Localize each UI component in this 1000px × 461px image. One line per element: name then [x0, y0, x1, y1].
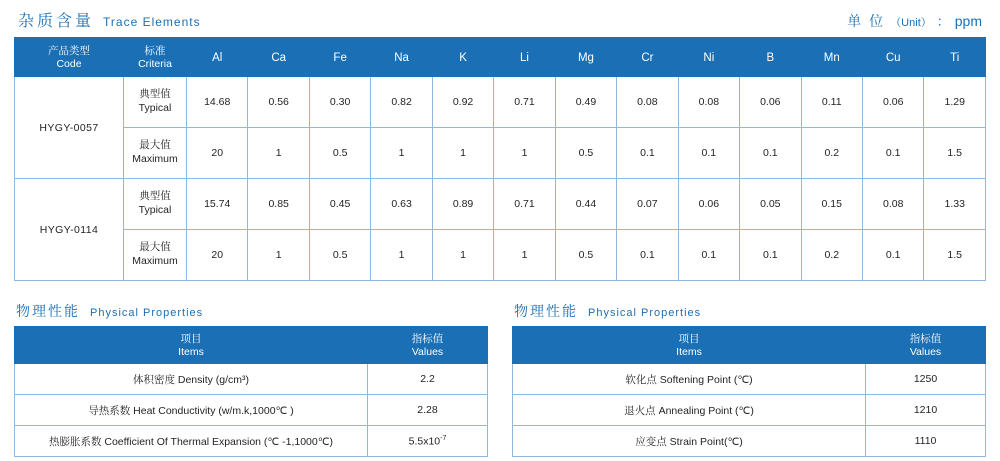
value-cell: 0.1 [740, 128, 801, 179]
panel-left-title-cn: 物理性能 [16, 303, 80, 319]
property-name: 应变点 Strain Point(℃) [513, 426, 866, 457]
value-cell: 0.49 [555, 77, 616, 128]
panel-left-tbody [15, 364, 488, 457]
criteria-cn: 最大值 [139, 139, 171, 152]
header-element-li: Li [494, 40, 555, 77]
criteria-cn: 典型值 [139, 88, 171, 101]
header-element-mg: Mg [555, 40, 616, 77]
table-row [15, 179, 986, 230]
table-row [15, 77, 986, 128]
header-criteria-en: Criteria [138, 58, 172, 70]
value-cell: 20 [187, 128, 248, 179]
value-cell: 0.05 [740, 179, 801, 230]
value-cell: 0.1 [678, 128, 739, 179]
product-code-cell: HYGY-0057 [15, 77, 124, 179]
panel-left-thead [15, 329, 488, 364]
header-element-fe: Fe [309, 40, 370, 77]
criteria-cell [124, 128, 187, 179]
header-element-b: B [740, 40, 801, 77]
panel-right-thead [513, 329, 986, 364]
trace-title-en: Trace Elements [103, 15, 201, 29]
value-cell: 1 [371, 128, 432, 179]
header-items-en: Items [178, 346, 204, 358]
header-criteria [124, 40, 187, 77]
header-items-cn: 项目 [678, 332, 700, 345]
value-cell: 0.08 [678, 77, 739, 128]
value-cell: 0.08 [617, 77, 678, 128]
property-name: 导热系数 Heat Conductivity (w/m.k,1000℃ ) [15, 395, 368, 426]
value-cell: 0.06 [740, 77, 801, 128]
value-cell: 1.33 [924, 179, 986, 230]
value-cell: 1 [248, 128, 309, 179]
value-cell: 0.44 [555, 179, 616, 230]
value-cell: 20 [187, 230, 248, 281]
header-element-k: K [432, 40, 493, 77]
value-cell: 0.82 [371, 77, 432, 128]
trace-title-cn: 杂质含量 [18, 13, 95, 30]
value-cell: 0.92 [432, 77, 493, 128]
property-name: 体积密度 Density (g/cm³) [15, 364, 368, 395]
value-cell: 1 [494, 128, 555, 179]
value-cell: 0.5 [555, 230, 616, 281]
panel-right-title [512, 301, 986, 328]
value-cell: 0.1 [862, 230, 923, 281]
table-row [15, 128, 986, 179]
table-header-row [15, 329, 488, 364]
value-cell: 0.07 [617, 179, 678, 230]
unit-value: ppm [954, 13, 982, 29]
property-value: 1250 [866, 364, 986, 395]
header-values [866, 329, 986, 364]
value-cell: 0.85 [248, 179, 309, 230]
panel-left-title [14, 301, 488, 328]
header-element-ni: Ni [678, 40, 739, 77]
value-cell: 0.5 [555, 128, 616, 179]
property-value: 2.2 [368, 364, 488, 395]
value-cell: 0.08 [862, 179, 923, 230]
header-element-ti: Ti [924, 40, 986, 77]
header-values-en: Values [909, 346, 942, 358]
property-name: 退火点 Annealing Point (℃) [513, 395, 866, 426]
value-cell: 1 [371, 230, 432, 281]
criteria-en: Typical [138, 102, 172, 114]
property-value [368, 426, 488, 457]
panel-right-tbody [513, 364, 986, 457]
value-cell: 0.1 [862, 128, 923, 179]
trace-unit-note [847, 11, 982, 31]
value-cell: 0.5 [309, 230, 370, 281]
value-cell: 0.1 [678, 230, 739, 281]
header-items-en: Items [676, 346, 702, 358]
value-cell: 0.1 [617, 230, 678, 281]
value-cell: 0.1 [740, 230, 801, 281]
header-code-en: Code [56, 58, 82, 70]
header-element-ca: Ca [248, 40, 309, 77]
value-cell: 0.1 [617, 128, 678, 179]
unit-label-cn: 单 位 [847, 13, 886, 29]
header-element-mn: Mn [801, 40, 862, 77]
criteria-cell [124, 230, 187, 281]
property-value-exponent: -7 [440, 434, 447, 442]
trace-table-body [15, 77, 986, 281]
property-value: 2.28 [368, 395, 488, 426]
unit-colon: ： [936, 14, 950, 29]
value-cell: 0.2 [801, 230, 862, 281]
header-items [15, 329, 368, 364]
value-cell: 0.15 [801, 179, 862, 230]
panel-left-title-en: Physical Properties [90, 307, 204, 319]
trace-elements-title [18, 8, 201, 31]
table-row [513, 364, 986, 395]
physical-properties-panel-right [512, 301, 986, 457]
property-value: 1110 [866, 426, 986, 457]
header-code-cn: 产品类型 [48, 44, 90, 57]
header-element-al: Al [187, 40, 248, 77]
table-row [513, 395, 986, 426]
header-code [15, 40, 124, 77]
header-values-cn: 指标值 [909, 332, 942, 345]
criteria-en: Maximum [132, 153, 178, 165]
header-items [513, 329, 866, 364]
property-name: 软化点 Softening Point (℃) [513, 364, 866, 395]
header-values-cn: 指标值 [411, 332, 444, 345]
property-value-base: 5.5x10 [408, 435, 441, 448]
criteria-en: Typical [138, 204, 172, 216]
panel-right-title-cn: 物理性能 [514, 303, 578, 319]
header-values [368, 329, 488, 364]
value-cell: 0.06 [862, 77, 923, 128]
value-cell: 15.74 [187, 179, 248, 230]
value-cell: 0.2 [801, 128, 862, 179]
value-cell: 0.63 [371, 179, 432, 230]
property-value: 1210 [866, 395, 986, 426]
table-row [15, 395, 488, 426]
property-name: 热膨胀系数 Coefficient Of Thermal Expansion (℃ -1,1000℃) [15, 426, 368, 457]
physical-properties-panels [14, 301, 986, 457]
value-cell: 0.30 [309, 77, 370, 128]
value-cell: 14.68 [187, 77, 248, 128]
value-cell: 1 [248, 230, 309, 281]
value-cell: 0.5 [309, 128, 370, 179]
header-element-cu: Cu [862, 40, 923, 77]
value-cell: 0.71 [494, 77, 555, 128]
criteria-cn: 典型值 [139, 190, 171, 203]
panel-right-title-en: Physical Properties [588, 307, 702, 319]
criteria-cn: 最大值 [139, 241, 171, 254]
criteria-cell [124, 179, 187, 230]
value-cell: 0.89 [432, 179, 493, 230]
table-row [15, 426, 488, 457]
header-criteria-cn: 标准 [144, 44, 166, 57]
value-cell: 1.5 [924, 230, 986, 281]
unit-label-en: （Unit） [890, 17, 932, 29]
value-cell: 1.5 [924, 128, 986, 179]
criteria-en: Maximum [132, 255, 178, 267]
trace-elements-header [14, 0, 986, 39]
panel-left-table [14, 328, 488, 457]
value-cell: 1 [432, 128, 493, 179]
table-header-row [513, 329, 986, 364]
trace-elements-table [14, 39, 986, 281]
header-items-cn: 项目 [180, 332, 202, 345]
physical-properties-panel-left [14, 301, 488, 457]
header-values-en: Values [411, 346, 444, 358]
product-code-cell: HYGY-0114 [15, 179, 124, 281]
header-element-na: Na [371, 40, 432, 77]
value-cell: 0.45 [309, 179, 370, 230]
value-cell: 1 [494, 230, 555, 281]
table-row [513, 426, 986, 457]
value-cell: 0.71 [494, 179, 555, 230]
panel-right-table [512, 328, 986, 457]
table-row [15, 230, 986, 281]
value-cell: 1 [432, 230, 493, 281]
value-cell: 0.56 [248, 77, 309, 128]
value-cell: 0.06 [678, 179, 739, 230]
trace-table-head [15, 40, 986, 77]
value-cell: 0.11 [801, 77, 862, 128]
value-cell: 1.29 [924, 77, 986, 128]
header-element-cr: Cr [617, 40, 678, 77]
table-header-row [15, 40, 986, 77]
criteria-cell [124, 77, 187, 128]
table-row [15, 364, 488, 395]
